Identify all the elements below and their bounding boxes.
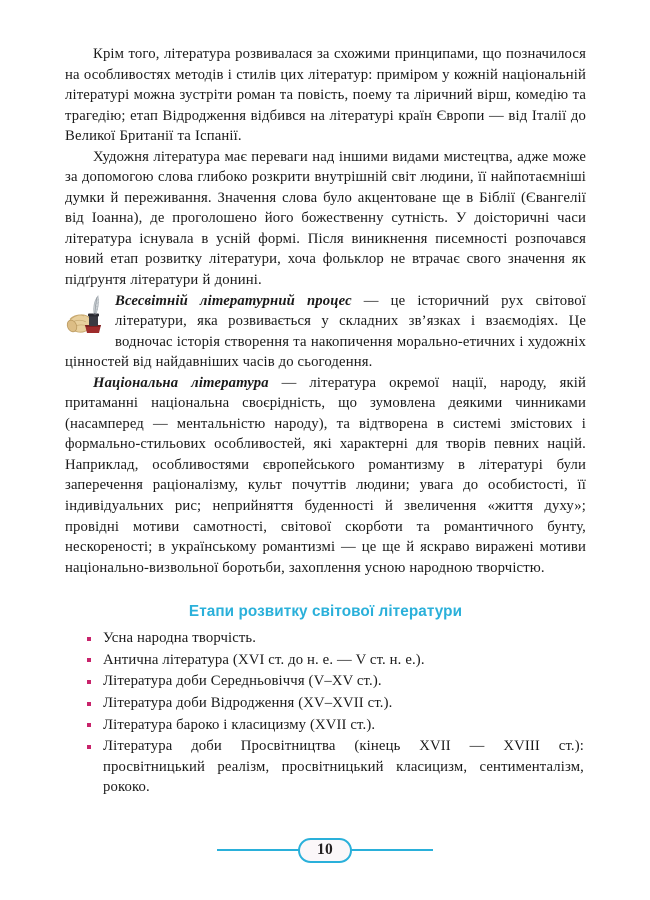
list-item-label: Література доби Просвітництва (кінець XVII — XVIII ст.): просвітницький реалізм, просвітницький класицизм, сентименталізм, рококо.	[103, 738, 584, 796]
list-item	[87, 693, 586, 714]
page-number: 10	[316, 841, 334, 858]
list-item	[87, 715, 586, 736]
bullet-square-icon	[87, 680, 91, 684]
list-item	[87, 736, 586, 798]
definition-term: Національна література	[93, 374, 269, 391]
list-item	[87, 650, 586, 671]
list-item	[87, 671, 586, 692]
page-number-badge	[298, 838, 352, 863]
paragraph-2: Художня література має переваги над іншими видами мистецтва, адже може за допомогою слова глибоко розкрити внутрішній світ людини, її найпотаємніші думки й переживання. Значення слова було акцентоване ще в Біблії (Євангелії від Іоанна), де проголошено його божественну сутність. У доісторичні часи література існувала в усній формі. Після виникнення писемності розпочався новий етап розвитку літератури, хоча фольклор не втрачає свого значення як підґрунтя літератури й донині.	[65, 148, 586, 289]
definition-text-national-literature	[65, 373, 586, 578]
definition-text-world-literary-process	[65, 291, 586, 373]
paragraph-1: Крім того, література розвивалася за схожими принципами, що позначилося на особливостях методів і стилів цих літератур: приміром у кожній національній літературі можна зустріти роман та повість, поему та ліричний вірш, комедію та трагедію; етап Відродження відбився на літературі країн Європи — від Італії до Великої Британії та Іспанії.	[65, 46, 586, 145]
list-item-label: Антична література (XVI ст. до н. е. — V ст. н. е.).	[103, 651, 425, 668]
bullet-square-icon	[87, 658, 91, 662]
page-content	[65, 44, 586, 799]
page-footer	[0, 833, 650, 867]
definition-body: — це історичний рух світової літератури, яка розвивається у складних зв’язках і взаємодіях. Це водночас історія створення та накопичення морально-етичних і художніх цінностей від найдавніших часів до сьогодення.	[65, 292, 586, 371]
definition-body: — література окремої нації, народу, якій притаманні національна своєрідність, що зумовлена деякими чинниками (насамперед — ментальністю народу), та відтворена в системі змістових і формально-стильових особливостей, які характерні для творів певних націй. Наприклад, особливостями європейського романтизму в літературі були заперечення раціоналізму, культ почуттів людини; увага до особистості, її індивідуальних рис; неприйняття буденності й звеличення «життя духу»; провідні мотиви самотності, світової скорботи та романтичного бунту, нескореності; в українському романтизмі — це ще й яскраво виражені мотиви національно-визвольної боротьби, захоплення усною народною творчістю.	[65, 374, 586, 576]
bullet-square-icon	[87, 637, 91, 641]
quill-scroll-inkwell-icon	[65, 293, 109, 339]
footer-rule-left	[217, 849, 299, 852]
definition-block-world-literary-process	[65, 291, 586, 373]
footer-rule-right	[351, 849, 433, 852]
list-item	[87, 628, 586, 649]
list-item-label: Література доби Середньовіччя (V–XV ст.).	[103, 673, 382, 690]
section-heading-stages: Етапи розвитку світової літератури	[188, 603, 463, 621]
stages-list	[65, 628, 586, 798]
definition-block-national-literature	[65, 373, 586, 578]
list-item-label: Література доби Відродження (XV–XVII ст.).	[103, 695, 393, 711]
list-item-label: Література бароко і класицизму (XVII ст.).	[103, 716, 376, 733]
bullet-square-icon	[87, 745, 91, 749]
list-item-label: Усна народна творчість.	[103, 630, 257, 647]
bullet-square-icon	[87, 702, 91, 706]
definition-term: Всесвітній літературний процес	[115, 292, 352, 309]
bullet-square-icon	[87, 723, 91, 727]
